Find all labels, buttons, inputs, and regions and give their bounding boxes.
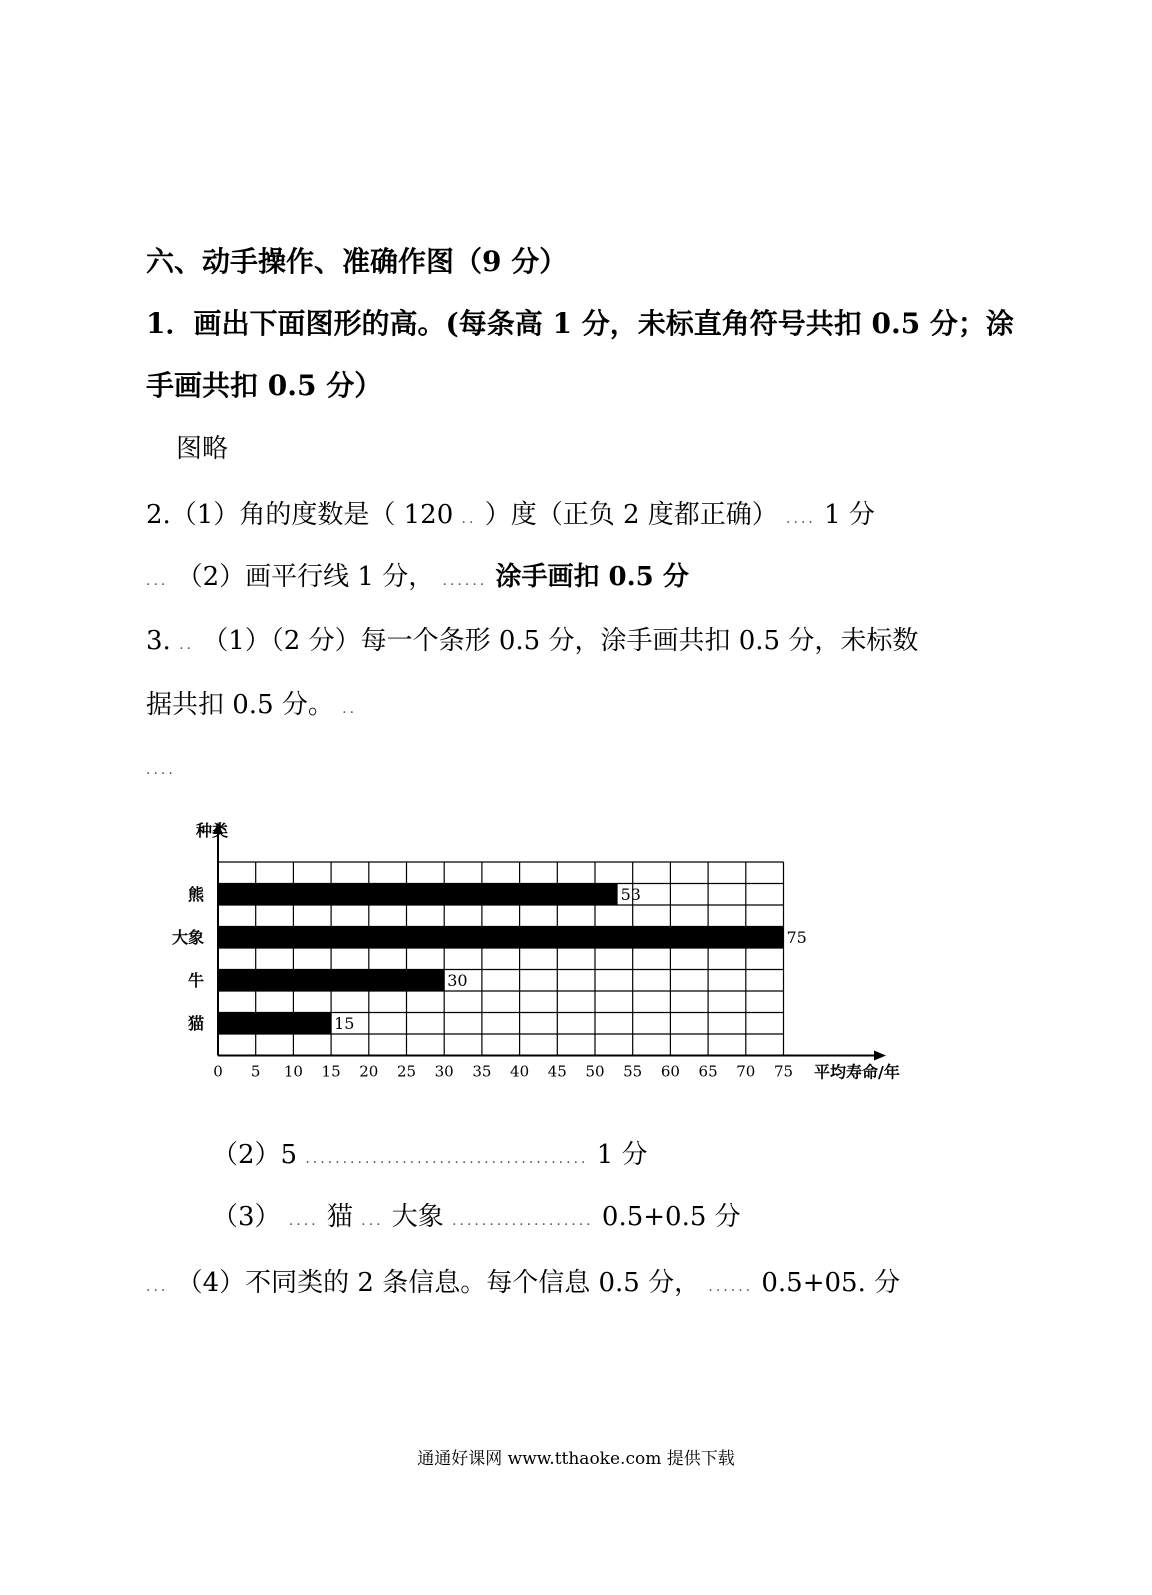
category-label: 猫 [187, 1014, 204, 1033]
q3-line1 [146, 620, 918, 657]
q2-part1-prefix: 2.（1）角的度数是（ [146, 500, 396, 530]
dots-leader: ................... [452, 1213, 594, 1229]
category-label: 牛 [187, 971, 204, 990]
bar [218, 1013, 331, 1035]
x-tick-label: 0 [213, 1062, 223, 1081]
category-label: 熊 [187, 885, 204, 904]
x-tick-label: 35 [472, 1062, 492, 1081]
x-tick-label: 15 [321, 1062, 341, 1081]
dots-leader: .. [342, 701, 358, 717]
x-tick-label: 30 [434, 1062, 454, 1081]
dots-leader: ... [146, 573, 169, 589]
x-axis-label: 平均寿命/年 [814, 1062, 900, 1082]
dots-leader: ...... [708, 1279, 754, 1295]
q3-part3-label: （3） [212, 1202, 281, 1232]
dots-leader: .. [461, 511, 477, 527]
dots-leader: ... [361, 1213, 384, 1229]
x-tick-label: 10 [283, 1062, 303, 1081]
x-tick-label: 60 [660, 1062, 680, 1081]
x-axis-arrow [874, 1051, 886, 1061]
q3-part3-answer-a: 猫 [326, 1202, 353, 1232]
q3-part4-score: 0.5+05. 分 [761, 1268, 901, 1298]
dots-leader: .. [179, 637, 194, 653]
dots-leader: ... [146, 1279, 169, 1295]
q3-part2-label: （2）5 [212, 1140, 298, 1170]
dots-leader: .... [786, 511, 816, 527]
x-tick-label: 5 [250, 1062, 261, 1081]
q3-part3 [212, 1196, 741, 1233]
q2-angle-value: 120 [403, 500, 454, 530]
x-tick-label: 70 [736, 1062, 756, 1081]
x-tick-label: 75 [773, 1062, 794, 1081]
q3-part4 [146, 1262, 900, 1299]
q1-line1: 1．画出下面图形的高。(每条高 1 分，未标直角符号共扣 0.5 分；涂 [146, 307, 1014, 340]
q1-line2: 手画共扣 0.5 分） [146, 369, 383, 402]
q3-line2 [146, 684, 357, 721]
bar-chart [150, 812, 950, 1082]
q3-number: 3. [146, 626, 171, 656]
dots-leader: ...................................... [305, 1151, 589, 1167]
x-tick-label: 20 [359, 1062, 379, 1081]
bar [218, 884, 618, 906]
q2-part2-deduct: 涂手画扣 0.5 分 [495, 562, 689, 592]
x-tick-label: 40 [510, 1062, 530, 1081]
x-tick-label: 45 [547, 1062, 567, 1081]
dots-leader: .... [288, 1213, 319, 1229]
section-title: 六、动手操作、准确作图（9 分） [146, 245, 568, 278]
dots-leader: ...... [442, 573, 488, 589]
q3-part3-score: 0.5+0.5 分 [601, 1202, 741, 1232]
bar [218, 970, 444, 992]
data-label: 53 [620, 885, 641, 904]
q3-part4-text: （4）不同类的 2 条信息。每个信息 0.5 分， [176, 1268, 701, 1298]
q2-part1 [146, 494, 875, 531]
dots-leader: .... [146, 762, 176, 778]
bar [218, 927, 784, 949]
q3-part1-text-cont: 据共扣 0.5 分。 [146, 690, 334, 720]
x-tick-label: 65 [698, 1062, 718, 1081]
q3-part2-score: 1 分 [596, 1140, 648, 1170]
y-axis-label: 种类 [196, 821, 229, 840]
footer-source: 通通好课网 www.tthaoke.com 提供下载 [417, 1449, 735, 1469]
data-label: 15 [334, 1014, 355, 1033]
q3-part2 [212, 1134, 648, 1171]
q1-note: 图略 [176, 434, 229, 464]
q2-part1-score: 1 分 [824, 500, 875, 530]
q2-part1-suffix: ）度（正负 2 度都正确） [484, 500, 778, 530]
q3-part3-answer-b: 大象 [391, 1202, 444, 1232]
q2-part2 [146, 556, 689, 593]
data-label: 75 [786, 928, 807, 947]
q3-part1-text: （1）（2 分）每一个条形 0.5 分，涂手画共扣 0.5 分，未标数 [202, 626, 919, 656]
category-label: 大象 [171, 928, 204, 947]
x-tick-label: 25 [396, 1062, 417, 1081]
x-tick-label: 50 [585, 1062, 605, 1081]
x-tick-label: 55 [623, 1062, 643, 1081]
q2-part2-text: （2）画平行线 1 分， [176, 562, 435, 592]
data-label: 30 [447, 971, 468, 990]
